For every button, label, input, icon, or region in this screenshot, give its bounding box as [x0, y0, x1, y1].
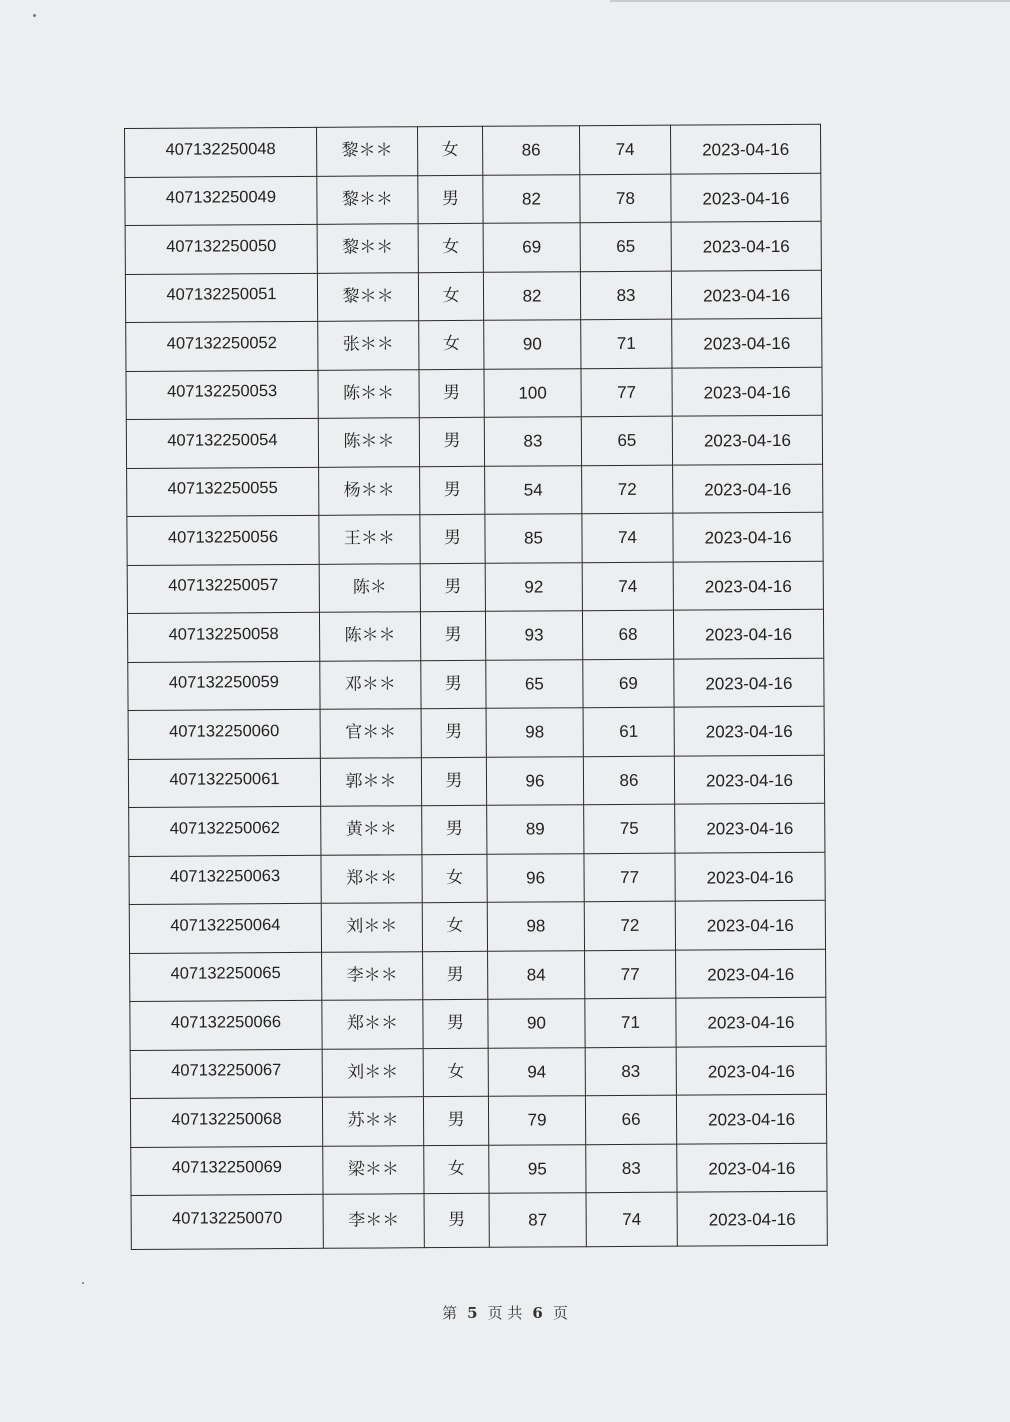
table-row [126, 318, 822, 371]
exam-date-cell: 2023-04-16 [671, 270, 821, 319]
gender-cell: 男 [420, 611, 485, 660]
exam-date-cell: 2023-04-16 [673, 561, 823, 610]
name-cell: 刘＊＊ [322, 1048, 423, 1097]
exam-id-cell: 407132250063 [129, 855, 321, 905]
table-row [130, 997, 826, 1050]
score2-cell: 61 [583, 707, 674, 756]
score2-cell: 68 [582, 610, 673, 659]
gender-cell: 男 [422, 805, 487, 854]
gender-cell: 女 [419, 320, 484, 369]
scan-speck [82, 1282, 84, 1284]
score2-cell: 75 [584, 804, 675, 853]
score1-cell: 94 [488, 1047, 585, 1096]
score1-cell: 69 [483, 223, 580, 272]
score2-cell: 77 [581, 368, 672, 417]
score2-cell: 74 [579, 125, 670, 174]
gender-cell: 男 [423, 1096, 488, 1145]
score1-cell: 65 [486, 659, 583, 708]
exam-date-cell: 2023-04-16 [671, 221, 821, 270]
score2-cell: 83 [580, 271, 671, 320]
total-pages-number: 6 [532, 1304, 543, 1322]
score1-cell: 98 [487, 902, 584, 951]
exam-id-cell: 407132250051 [125, 273, 317, 323]
gender-cell: 女 [418, 272, 483, 321]
gender-cell: 男 [421, 757, 486, 806]
score2-cell: 71 [581, 319, 672, 368]
exam-id-cell: 407132250065 [130, 952, 322, 1002]
exam-date-cell: 2023-04-16 [676, 1046, 826, 1095]
score1-cell: 84 [488, 950, 585, 999]
score2-cell: 69 [583, 659, 674, 708]
gender-cell: 男 [420, 563, 485, 612]
results-table [124, 124, 828, 1250]
table-row [127, 561, 823, 614]
score1-cell: 82 [483, 174, 580, 223]
exam-date-cell: 2023-04-16 [677, 1191, 827, 1246]
exam-id-cell: 407132250059 [128, 661, 320, 711]
table-row [125, 173, 821, 226]
exam-date-cell: 2023-04-16 [672, 367, 822, 416]
score1-cell: 90 [484, 320, 581, 369]
gender-cell: 男 [420, 514, 485, 563]
gender-cell: 男 [424, 1193, 489, 1247]
score2-cell: 78 [580, 174, 671, 223]
name-cell: 陈＊ [319, 563, 420, 612]
table-row [128, 706, 824, 759]
name-cell: 李＊＊ [322, 951, 423, 1000]
page-footer [0, 1302, 1010, 1323]
exam-id-cell: 407132250070 [131, 1194, 323, 1249]
exam-date-cell: 2023-04-16 [677, 1143, 827, 1192]
exam-date-cell: 2023-04-16 [673, 464, 823, 513]
exam-id-cell: 407132250057 [127, 564, 319, 614]
exam-id-cell: 407132250058 [127, 612, 319, 662]
exam-date-cell: 2023-04-16 [674, 755, 824, 804]
score1-cell: 89 [487, 805, 584, 854]
exam-id-cell: 407132250069 [131, 1146, 323, 1196]
exam-id-cell: 407132250050 [125, 224, 317, 274]
score2-cell: 65 [581, 416, 672, 465]
table-row [129, 900, 825, 953]
name-cell: 王＊＊ [319, 515, 420, 564]
gender-cell: 男 [421, 660, 486, 709]
score1-cell: 96 [486, 756, 583, 805]
exam-id-cell: 407132250060 [128, 709, 320, 759]
exam-id-cell: 407132250053 [126, 370, 318, 420]
exam-id-cell: 407132250052 [126, 321, 318, 371]
name-cell: 李＊＊ [323, 1194, 424, 1249]
score1-cell: 98 [486, 708, 583, 757]
name-cell: 黎＊＊ [317, 272, 418, 321]
score1-cell: 83 [484, 417, 581, 466]
gender-cell: 女 [423, 1048, 488, 1097]
table-row [126, 367, 822, 420]
gender-cell: 男 [420, 466, 485, 515]
score1-cell: 85 [485, 514, 582, 563]
table-row [130, 949, 826, 1002]
name-cell: 郭＊＊ [320, 757, 421, 806]
gender-cell: 男 [419, 369, 484, 418]
score2-cell: 72 [582, 465, 673, 514]
score2-cell: 66 [585, 1095, 676, 1144]
gender-cell: 女 [418, 223, 483, 272]
score2-cell: 86 [583, 756, 674, 805]
exam-date-cell: 2023-04-16 [675, 803, 825, 852]
exam-id-cell: 407132250062 [129, 806, 321, 856]
score2-cell: 77 [585, 950, 676, 999]
table-row [129, 852, 825, 905]
exam-date-cell: 2023-04-16 [675, 900, 825, 949]
footer-prefix: 第 [442, 1304, 458, 1322]
name-cell: 杨＊＊ [319, 466, 420, 515]
name-cell: 陈＊＊ [318, 369, 419, 418]
results-table-body [125, 124, 828, 1249]
exam-id-cell: 407132250055 [127, 467, 319, 517]
exam-date-cell: 2023-04-16 [673, 512, 823, 561]
table-row [125, 270, 821, 323]
score1-cell: 92 [485, 562, 582, 611]
table-row [128, 658, 824, 711]
score1-cell: 93 [485, 611, 582, 660]
name-cell: 黄＊＊ [321, 806, 422, 855]
exam-date-cell: 2023-04-16 [673, 609, 823, 658]
name-cell: 官＊＊ [320, 709, 421, 758]
gender-cell: 男 [421, 708, 486, 757]
score1-cell: 82 [483, 271, 580, 320]
name-cell: 陈＊＊ [318, 418, 419, 467]
table-row [130, 1094, 826, 1147]
table-row [125, 124, 821, 177]
exam-date-cell: 2023-04-16 [676, 949, 826, 998]
name-cell: 刘＊＊ [321, 903, 422, 952]
score2-cell: 65 [580, 222, 671, 271]
score1-cell: 54 [485, 465, 582, 514]
exam-id-cell: 407132250067 [130, 1049, 322, 1099]
gender-cell: 女 [417, 126, 482, 175]
gender-cell: 女 [424, 1145, 489, 1194]
exam-id-cell: 407132250049 [125, 176, 317, 226]
name-cell: 张＊＊ [318, 321, 419, 370]
gender-cell: 男 [423, 999, 488, 1048]
exam-date-cell: 2023-04-16 [670, 124, 820, 173]
name-cell: 黎＊＊ [316, 127, 417, 176]
exam-id-cell: 407132250048 [125, 127, 317, 177]
exam-date-cell: 2023-04-16 [672, 318, 822, 367]
table-row [128, 755, 824, 808]
exam-date-cell: 2023-04-16 [676, 1094, 826, 1143]
score1-cell: 95 [489, 1144, 586, 1193]
footer-middle: 页 共 [487, 1304, 523, 1322]
score2-cell: 77 [584, 853, 675, 902]
score2-cell: 71 [585, 998, 676, 1047]
score2-cell: 74 [582, 513, 673, 562]
table-row [127, 609, 823, 662]
table-row [127, 464, 823, 517]
score2-cell: 72 [584, 901, 675, 950]
exam-date-cell: 2023-04-16 [674, 706, 824, 755]
table-row [131, 1143, 827, 1196]
table-row [131, 1191, 827, 1249]
score1-cell: 96 [487, 853, 584, 902]
name-cell: 郑＊＊ [321, 854, 422, 903]
name-cell: 陈＊＊ [319, 612, 420, 661]
exam-date-cell: 2023-04-16 [676, 997, 826, 1046]
table-row [127, 512, 823, 565]
table-row [130, 1046, 826, 1099]
score2-cell: 74 [582, 562, 673, 611]
score2-cell: 74 [586, 1192, 677, 1247]
current-page-number: 5 [467, 1304, 478, 1322]
footer-suffix: 页 [552, 1304, 568, 1322]
name-cell: 梁＊＊ [323, 1145, 424, 1194]
gender-cell: 女 [422, 902, 487, 951]
gender-cell: 男 [423, 951, 488, 1000]
score1-cell: 100 [484, 368, 581, 417]
score2-cell: 83 [586, 1144, 677, 1193]
name-cell: 邓＊＊ [320, 660, 421, 709]
exam-date-cell: 2023-04-16 [674, 658, 824, 707]
exam-id-cell: 407132250066 [130, 1000, 322, 1050]
name-cell: 苏＊＊ [322, 1097, 423, 1146]
name-cell: 黎＊＊ [317, 175, 418, 224]
score1-cell: 87 [489, 1193, 586, 1248]
name-cell: 黎＊＊ [317, 224, 418, 273]
exam-date-cell: 2023-04-16 [671, 173, 821, 222]
exam-id-cell: 407132250056 [127, 515, 319, 565]
table-row [129, 803, 825, 856]
score1-cell: 86 [482, 126, 579, 175]
exam-id-cell: 407132250061 [128, 758, 320, 808]
table-row [126, 415, 822, 468]
exam-id-cell: 407132250054 [126, 418, 318, 468]
scan-page-edge [610, 0, 1010, 2]
score1-cell: 79 [488, 1096, 585, 1145]
exam-id-cell: 407132250068 [130, 1097, 322, 1147]
gender-cell: 男 [419, 417, 484, 466]
gender-cell: 女 [422, 854, 487, 903]
gender-cell: 男 [418, 175, 483, 224]
exam-date-cell: 2023-04-16 [672, 415, 822, 464]
table-row [125, 221, 821, 274]
score1-cell: 90 [488, 999, 585, 1048]
scan-speck [33, 14, 36, 17]
exam-id-cell: 407132250064 [129, 903, 321, 953]
name-cell: 郑＊＊ [322, 1000, 423, 1049]
score2-cell: 83 [585, 1047, 676, 1096]
exam-date-cell: 2023-04-16 [675, 852, 825, 901]
